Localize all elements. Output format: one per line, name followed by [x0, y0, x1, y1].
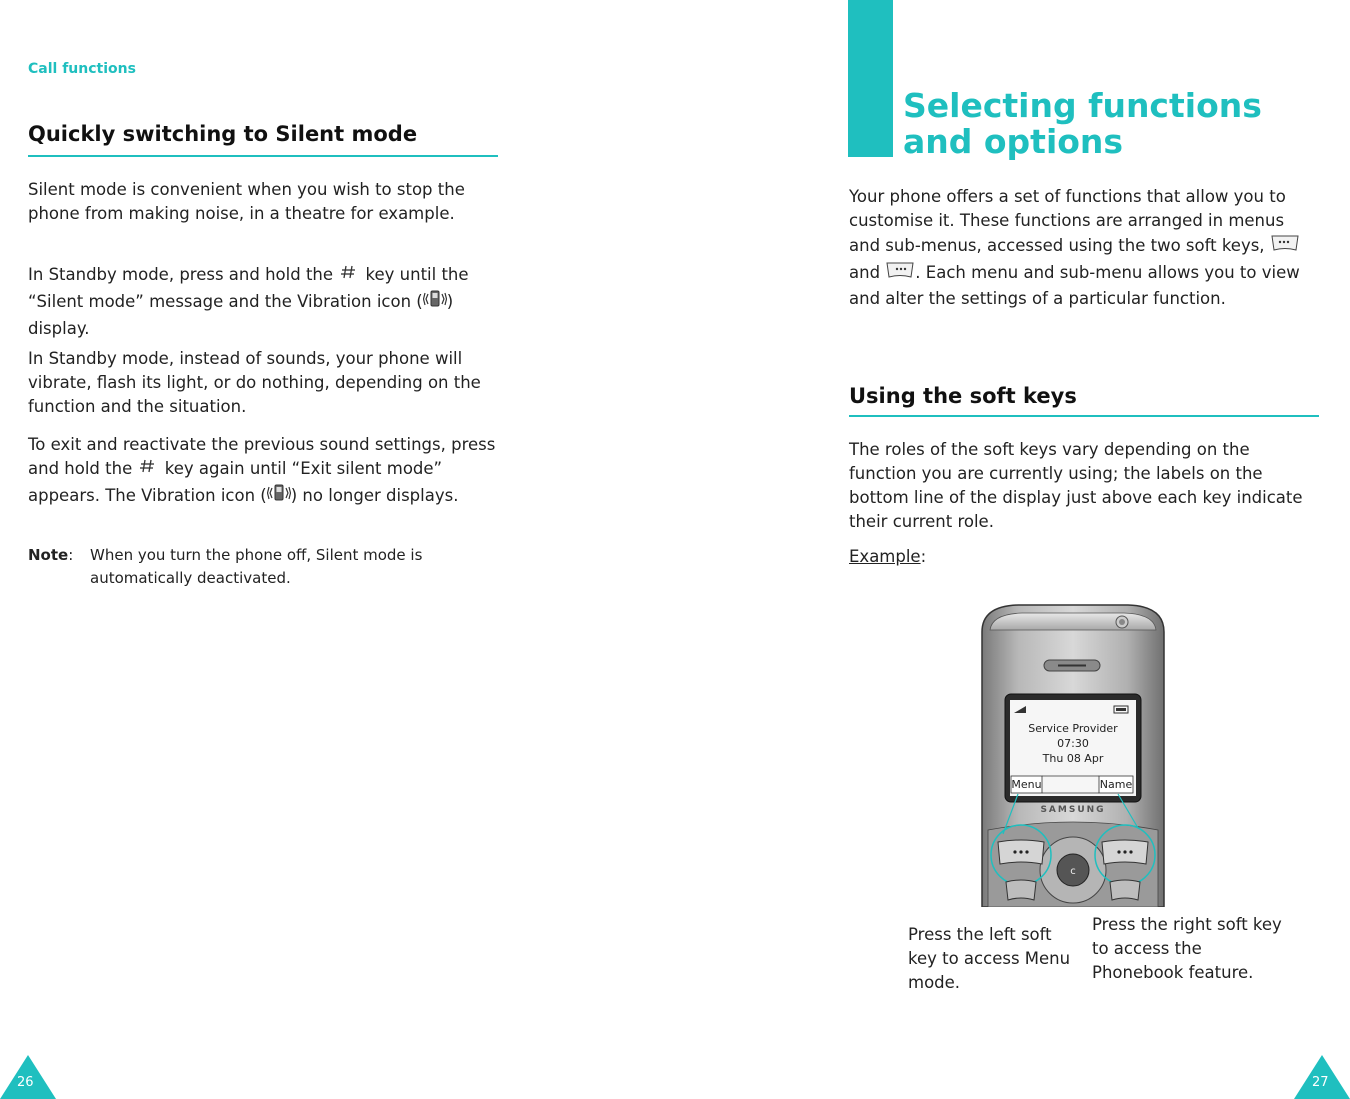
- paragraph-text: Your phone offers a set of functions that allow you to customise it. These functions are arranged in menus and sub-menus, accessed using the two soft keys,: [849, 187, 1286, 255]
- paragraph-standby-behaviour: In Standby mode, instead of sounds, your phone will vibrate, flash its light, or do nothing, depending on the function and the situation.: [28, 349, 481, 416]
- screen-provider: Service Provider: [1028, 722, 1118, 735]
- paragraph-text: ) display.: [28, 292, 454, 338]
- paragraph-silent-intro: Silent mode is convenient when you wish to stop the phone from making noise, in a theatre for example.: [28, 180, 465, 223]
- paragraph-text: In Standby mode, press and hold the: [28, 265, 334, 284]
- note-colon: :: [68, 546, 74, 564]
- title-divider: [28, 155, 498, 157]
- screen-soft-label-left: Menu: [1011, 778, 1042, 791]
- paragraph-text: To exit and reactivate the previous sound settings, press and hold the: [28, 435, 496, 478]
- left-soft-key-icon: [1270, 233, 1300, 260]
- paragraph-text: key again until “Exit silent mode” appears. The Vibration icon (: [28, 459, 443, 505]
- paragraph-exit-silent: [28, 433, 498, 511]
- example-colon: :: [920, 547, 927, 566]
- paragraph-text: key until the “Silent mode” message and the Vibration icon (: [28, 265, 469, 311]
- phone-illustration: [978, 602, 1168, 907]
- chapter-title: Selecting functions and options: [903, 86, 1262, 161]
- paragraph-text: . Each menu and sub-menu allows you to view and alter the settings of a particular function.: [849, 263, 1300, 308]
- screen-soft-label-right: Name: [1099, 778, 1133, 791]
- right-soft-key-icon: [885, 260, 915, 287]
- svg-text:c: c: [1070, 866, 1076, 877]
- section-divider: [849, 415, 1319, 417]
- vibration-icon: [267, 482, 291, 511]
- page-number: 27: [1312, 1075, 1329, 1090]
- note: [28, 544, 498, 590]
- paragraph-text: and: [849, 263, 881, 282]
- chapter-tab: [848, 0, 893, 157]
- note-text: When you turn the phone off, Silent mode is automatically deactivated.: [90, 546, 423, 587]
- note-label: Note: [28, 546, 69, 564]
- page-title: Quickly switching to Silent mode: [28, 122, 418, 146]
- vibration-icon: [423, 288, 447, 317]
- screen-date: Thu 08 Apr: [1042, 752, 1104, 765]
- hash-key-icon: [338, 263, 360, 288]
- example-word: Example: [849, 547, 921, 566]
- paragraph-functions-intro: [849, 185, 1319, 311]
- caption-right-soft-key: Press the right soft key to access the Phonebook feature.: [1092, 915, 1282, 982]
- hash-key-icon: [137, 457, 159, 482]
- paragraph-activate-silent: [28, 263, 498, 341]
- paragraph-text: ) no longer displays.: [290, 486, 459, 505]
- section-title: Using the soft keys: [849, 384, 1077, 408]
- section-header: Call functions: [28, 61, 136, 77]
- example-label: [849, 547, 926, 566]
- paragraph-soft-keys: The roles of the soft keys vary depending on the function you are currently using; the labels on the bottom line of the display just above each key indicate their current role.: [849, 440, 1303, 531]
- caption-left-soft-key: Press the left soft key to access Menu mode.: [908, 925, 1071, 992]
- screen-time: 07:30: [1057, 737, 1089, 750]
- brand-logo: SAMSUNG: [1040, 805, 1106, 815]
- page-number: 26: [17, 1075, 34, 1090]
